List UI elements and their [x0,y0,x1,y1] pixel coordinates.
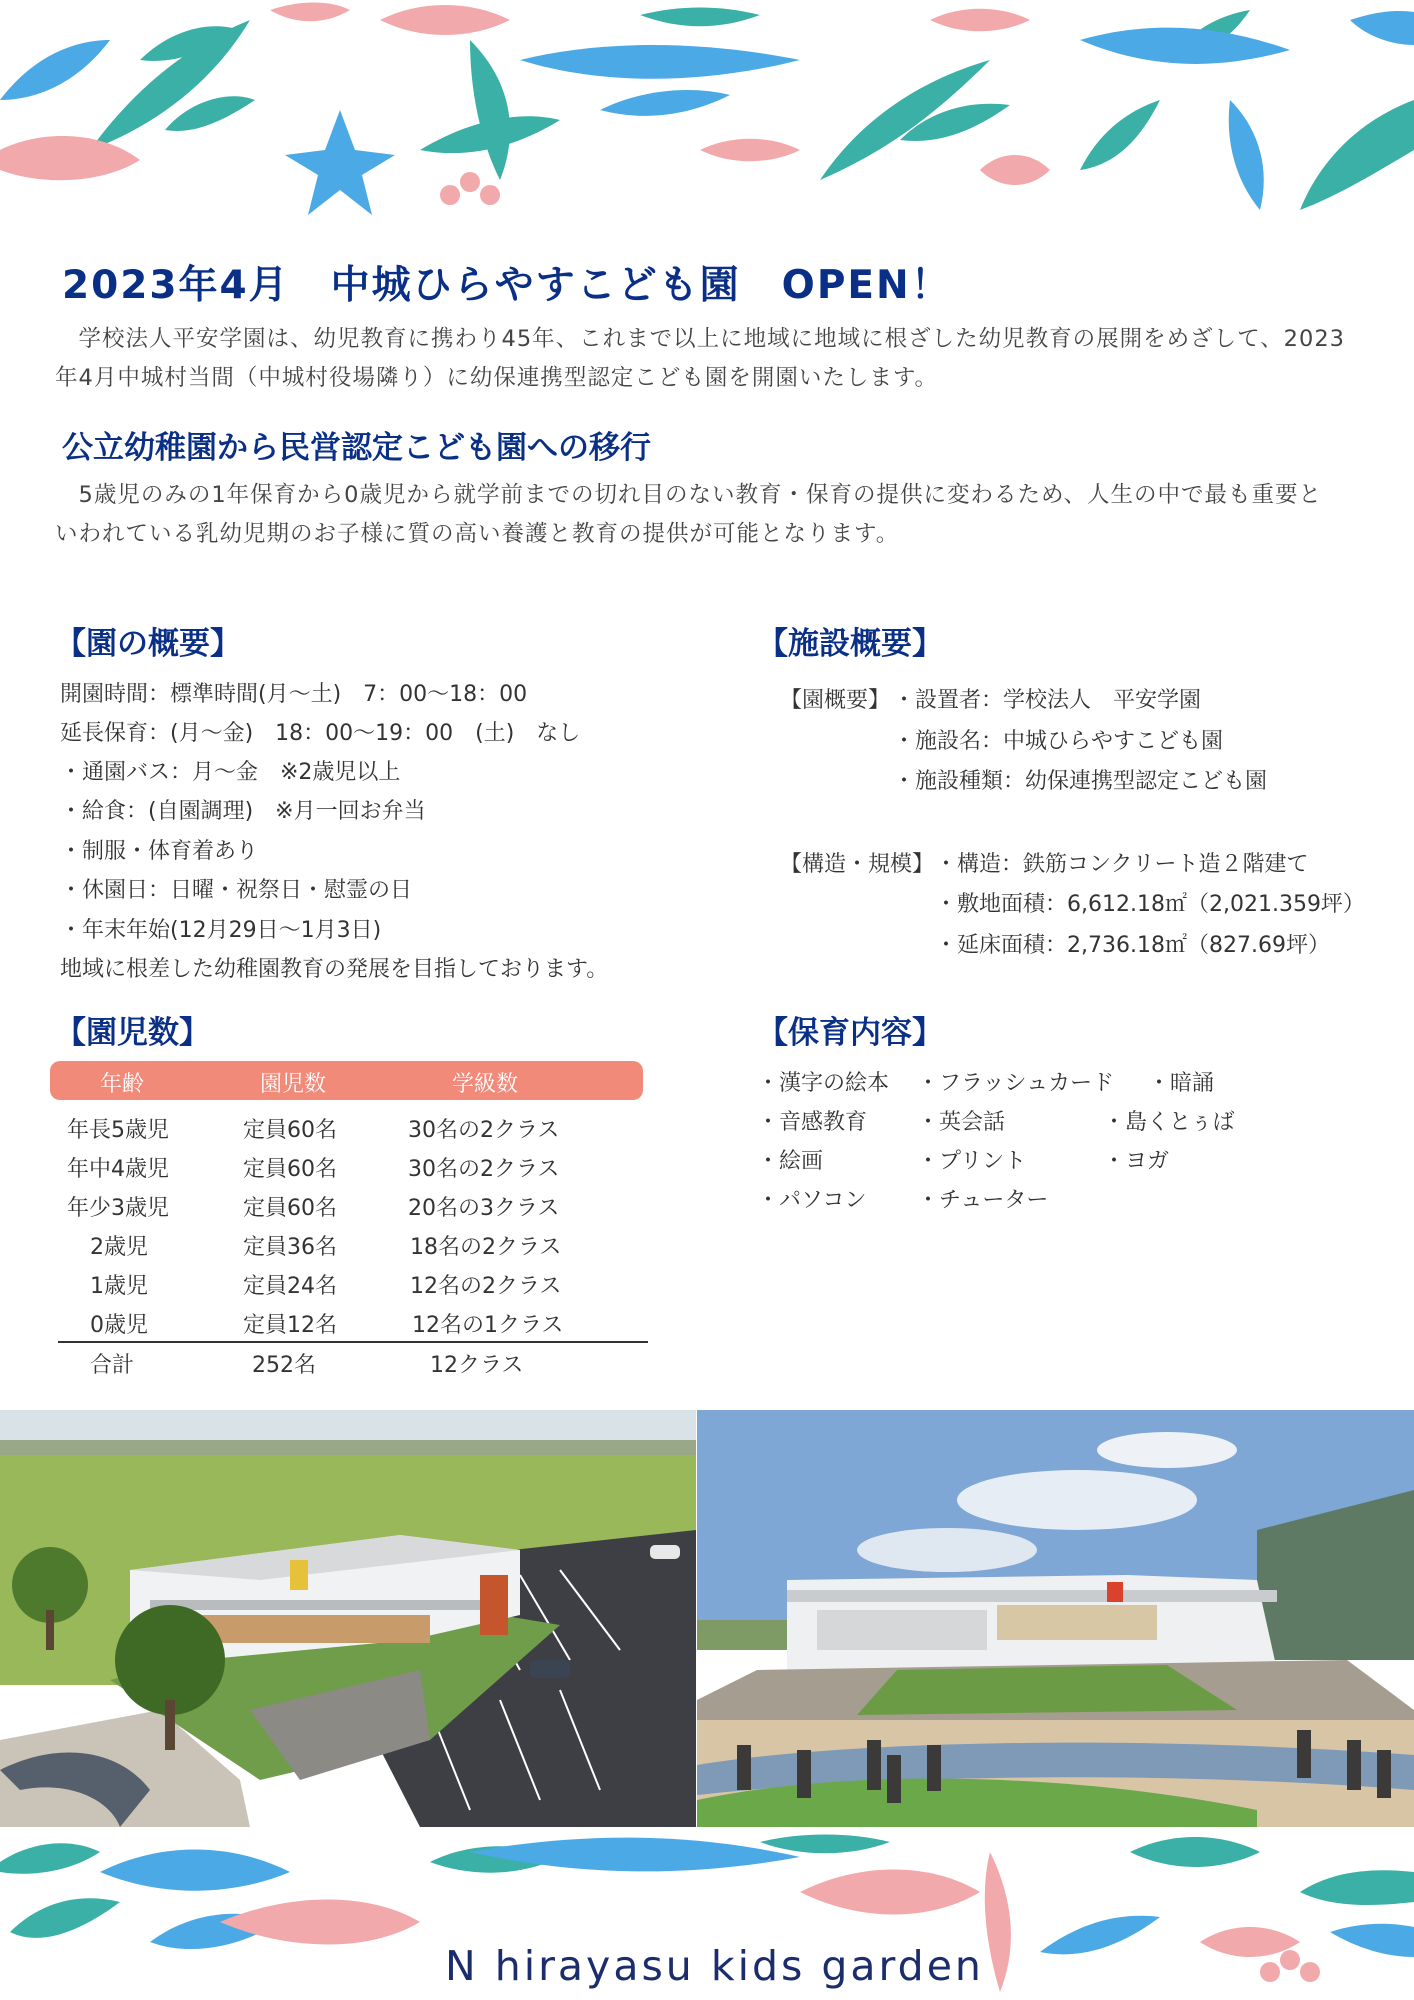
top-leaf-decoration [0,0,1414,222]
overview-line: ・給食：(自園調理) ※月一回お弁当 [60,799,426,824]
facility-item: ・施設名：中城ひらやすこども園 [893,729,1224,754]
cell-count: 定員36名 [243,1235,337,1260]
curriculum-item: ・ヨガ [1103,1149,1170,1174]
facility-group-label: 【園概要】 [780,688,891,713]
cell-age: 0歳児 [90,1313,148,1338]
curriculum-item: ・島くとぅば [1103,1110,1235,1135]
table-divider [58,1341,648,1343]
curriculum-item: ・暗誦 [1148,1071,1215,1096]
facility-item: ・施設種類：幼保連携型認定こども園 [893,769,1268,794]
cell-count: 定員60名 [243,1157,337,1182]
cell-total-count: 252名 [252,1353,316,1378]
overview-line: ・制服・体育着あり [60,839,259,864]
facility-item: ・設置者：学校法人 平安学園 [893,688,1202,713]
building-aerial-image [0,1410,696,1827]
cell-total-classes: 12クラス [430,1353,524,1378]
intro-paragraph: 学校法人平安学園は、幼児教育に携わり45年、これまで以上に地域に地域に根ざした幼児教育の展開をめざして、2023年4月中城村当間（中城村役場隣り）に幼保連携型認定こども園を開園いたします。 [55,326,1345,391]
table-header [50,1061,643,1100]
cell-age: 2歳児 [90,1235,148,1260]
cell-classes: 30名の2クラス [408,1157,560,1182]
cell-age: 1歳児 [90,1274,148,1299]
headline: 2023年4月 中城ひらやすこども園 OPEN！ [62,263,952,308]
header-count: 園児数 [260,1072,327,1097]
header-classes: 学級数 [452,1072,519,1097]
curriculum-item: ・絵画 [757,1149,824,1174]
overview-line: 開園時間：標準時間(月～土) 7：00～18：00 [60,682,528,707]
cell-classes: 12名の1クラス [412,1313,564,1338]
cell-classes: 12名の2クラス [410,1274,562,1299]
curriculum-item: ・英会話 [917,1110,1006,1135]
curriculum-item: ・プリント [917,1149,1027,1174]
cell-age: 年中4歳児 [67,1157,169,1182]
cell-classes: 18名の2クラス [410,1235,562,1260]
cell-count: 定員12名 [243,1313,337,1338]
cell-classes: 30名の2クラス [408,1118,560,1143]
cell-total-label: 合計 [90,1353,135,1378]
curriculum-item: ・チューター [917,1188,1049,1213]
cell-count: 定員60名 [243,1196,337,1221]
curriculum-item: ・音感教育 [757,1110,868,1135]
overview-line: ・年末年始(12月29日～1月3日) [60,918,382,943]
curriculum-item: ・フラッシュカード [917,1071,1115,1096]
cell-count: 定員24名 [243,1274,337,1299]
curriculum-title: 【保育内容】 [757,1015,943,1051]
header-age: 年齢 [100,1072,145,1097]
cell-age: 年少3歳児 [67,1196,169,1221]
overview-title: 【園の概要】 [55,626,241,662]
overview-line: ・休園日：日曜・祝祭日・慰霊の日 [60,878,413,903]
overview-line: ・通園バス：月～金 ※2歳児以上 [60,760,401,785]
footer-brand: N hirayasu kids garden [445,1942,984,1990]
curriculum-item: ・パソコン [757,1188,867,1213]
cell-classes: 20名の3クラス [408,1196,560,1221]
curriculum-item: ・漢字の絵本 [757,1071,890,1096]
facility-item: ・構造：鉄筋コンクリート造２階建て [935,852,1309,877]
transition-paragraph: 5歳児のみの1年保育から0歳児から就学前までの切れ目のない教育・保育の提供に変わるため、人生の中で最も重要といわれている乳幼児期のお子様に質の高い養護と教育の提供が可能となります。 [55,482,1323,547]
children-title: 【園児数】 [55,1015,210,1051]
overview-line: 地域に根差した幼稚園教育の発展を目指しております。 [60,957,609,982]
transition-heading: 公立幼稚園から民営認定こども園への移行 [62,430,651,466]
overview-line: 延長保育：(月～金) 18：00～19：00 (土) なし [60,721,581,746]
facility-item: ・延床面積：2,736.18㎡（827.69坪） [935,933,1330,958]
cell-count: 定員60名 [243,1118,337,1143]
facility-item: ・敷地面積：6,612.18㎡（2,021.359坪） [935,892,1365,917]
facility-group-label: 【構造・規模】 [780,852,935,877]
building-front-image [697,1410,1414,1827]
cell-age: 年長5歳児 [67,1118,169,1143]
facility-title: 【施設概要】 [757,626,943,662]
